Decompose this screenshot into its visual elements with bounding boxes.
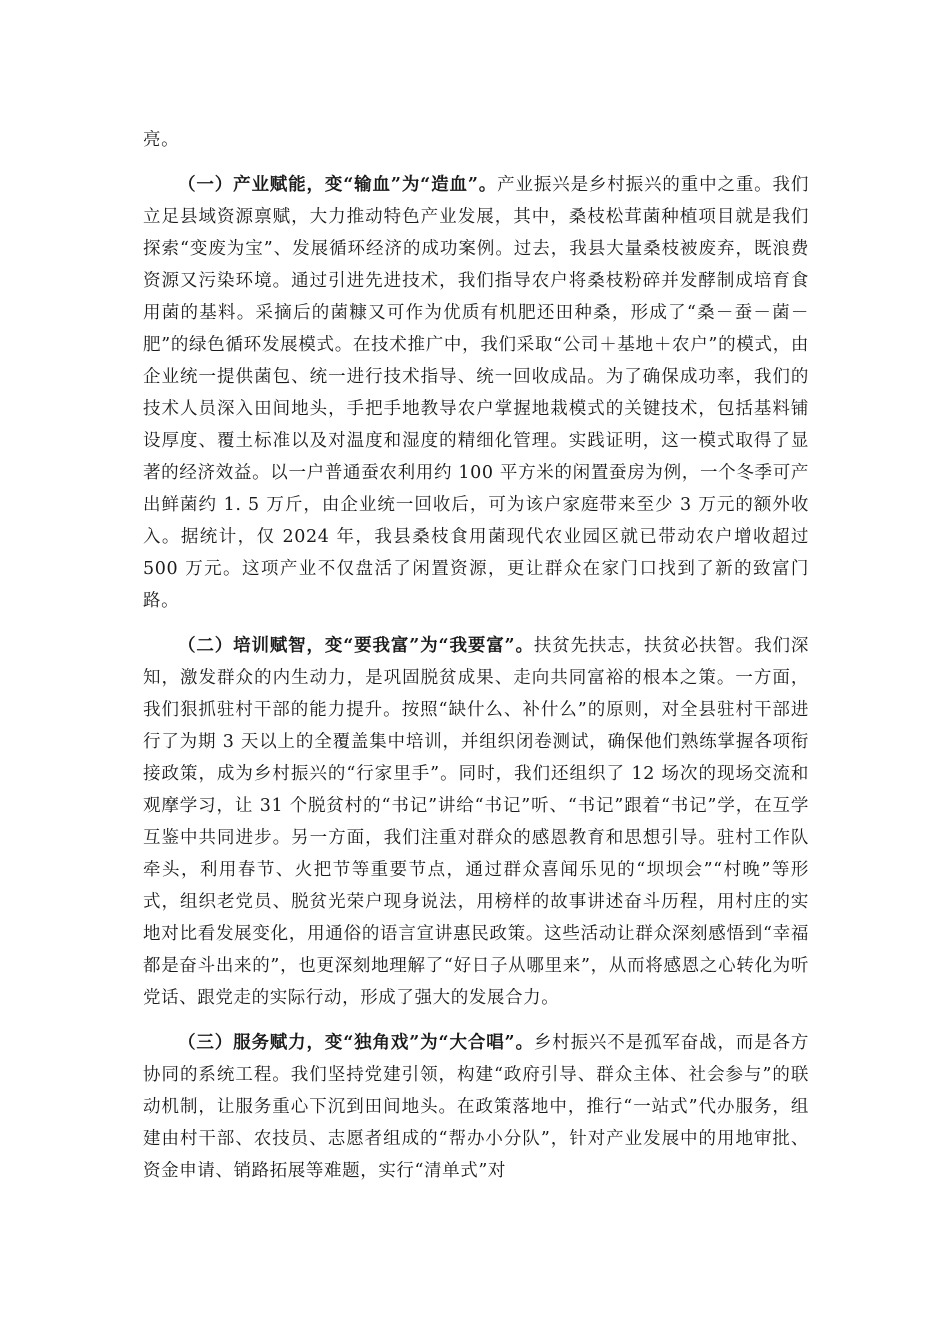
section-paragraph-3 — [143, 1027, 809, 1187]
section-body-1: 产业振兴是乡村振兴的重中之重。我们立足县域资源禀赋，大力推动特色产业发展，其中，桑枝松茸菌种植项目就是我们探索“变废为宝”、发展循环经济的成功案例。过去，我县大量桑枝被废弃，既浪费资源又污染环境。通过引进先进技术，我们指导农户将桑枝粉碎并发酵制成培育食用菌的基料。采摘后的菌糠又可作为优质有机肥还田种桑，形成了“桑－蚕－菌－肥”的绿色循环发展模式。在技术推广中，我们采取“公司＋基地＋农户”的模式，由企业统一提供菌包、统一进行技术指导、统一回收成品。为了确保成功率，我们的技术人员深入田间地头，手把手地教导农户掌握地栽模式的关键技术，包括基料铺设厚度、覆土标准以及对温度和湿度的精细化管理。实践证明，这一模式取得了显著的经济效益。以一户普通蚕农利用约 100 平方米的闲置蚕房为例，一个冬季可产出鲜菌约 1. 5 万斤，由企业统一回收后，可为该户家庭带来至少 3 万元的额外收入。据统计，仅 2024 年，我县桑枝食用菌现代农业园区就已带动农户增收超过 500 万元。这项产业不仅盘活了闲置资源，更让群众在家门口找到了新的致富门路。 — [143, 175, 809, 611]
section-heading-3: （三）服务赋力，变“独角戏”为“大合唱”。 — [178, 1033, 534, 1053]
section-paragraph-2 — [143, 630, 809, 1014]
lead-fragment-text: 亮。 — [143, 130, 180, 150]
document-page — [143, 124, 809, 1187]
section-body-2: 扶贫先扶志，扶贫必扶智。我们深知，激发群众的内生动力，是巩固脱贫成果、走向共同富裕的根本之策。一方面，我们狠抓驻村干部的能力提升。按照“缺什么、补什么”的原则，对全县驻村干部进行了为期 3 天以上的全覆盖集中培训，并组织闭卷测试，确保他们熟练掌握各项衔接政策，成为乡村振兴的“行家里手”。同时，我们还组织了 12 场次的现场交流和观摩学习，让 31 个脱贫村的“书记”讲给“书记”听、“书记”跟着“书记”学，在互学互鉴中共同进步。另一方面，我们注重对群众的感恩教育和思想引导。驻村工作队牵头，利用春节、火把节等重要节点，通过群众喜闻乐见的“坝坝会”“村晚”等形式，组织老党员、脱贫光荣户现身说法，用榜样的故事讲述奋斗历程，用村庄的实地对比看发展变化，用通俗的语言宣讲惠民政策。这些活动让群众深刻感悟到“幸福都是奋斗出来的”，也更深刻地理解了“好日子从哪里来”，从而将感恩之心转化为听党话、跟党走的实际行动，形成了强大的发展合力。 — [143, 636, 809, 1008]
section-body-3: 乡村振兴不是孤军奋战，而是各方协同的系统工程。我们坚持党建引领，构建“政府引导、群众主体、社会参与”的联动机制，让服务重心下沉到田间地头。在政策落地中，推行“一站式”代办服务，组建由村干部、农技员、志愿者组成的“帮办小分队”，针对产业发展中的用地审批、资金申请、销路拓展等难题，实行“清单式”对 — [143, 1033, 809, 1181]
lead-fragment — [143, 124, 809, 156]
section-paragraph-1 — [143, 169, 809, 617]
section-heading-1: （一）产业赋能，变“输血”为“造血”。 — [178, 175, 498, 195]
section-heading-2: （二）培训赋智，变“要我富”为“我要富”。 — [178, 636, 534, 656]
